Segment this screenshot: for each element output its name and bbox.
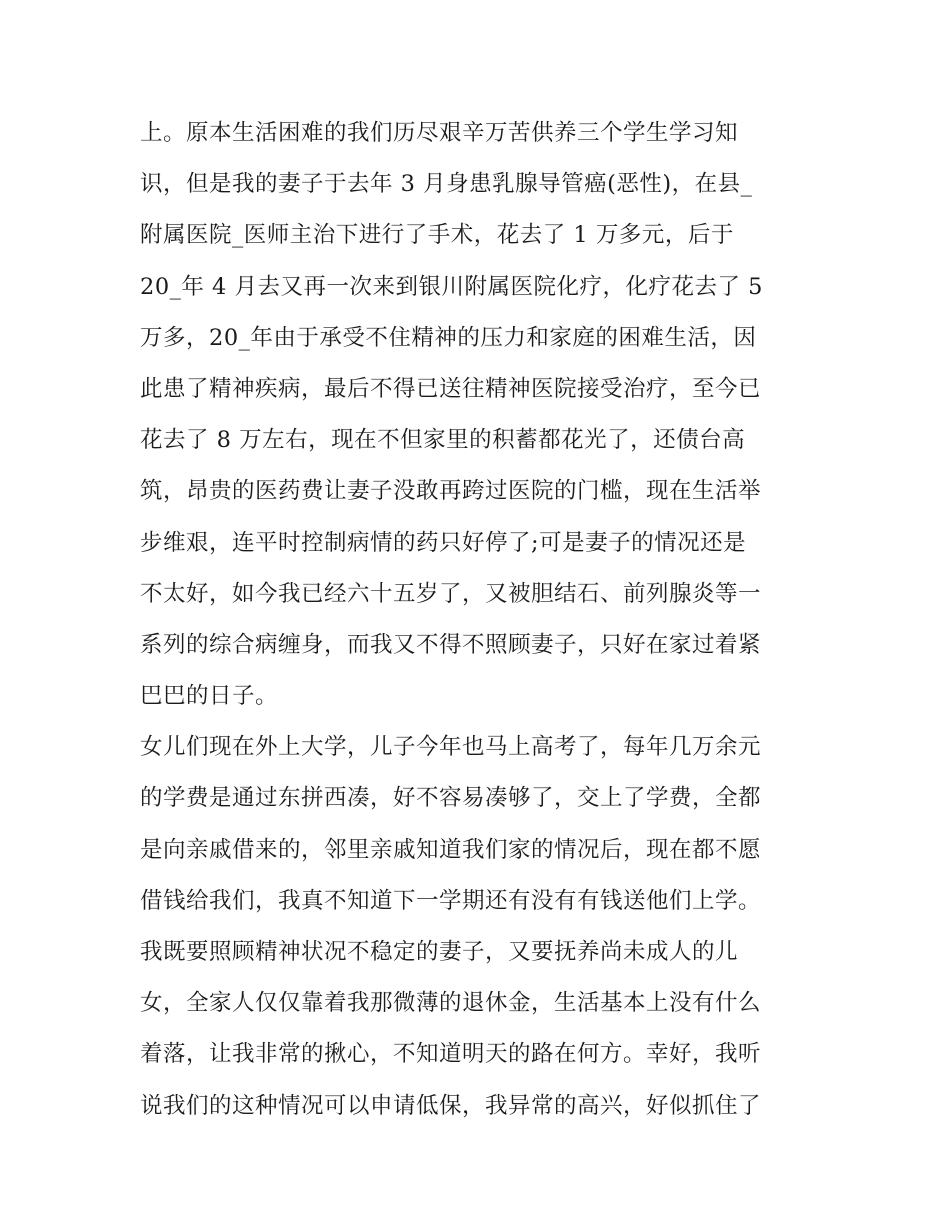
text-line: 我既要照顾精神状况不稳定的妻子，又要抚养尚未成人的儿	[140, 939, 739, 965]
body-text	[140, 108, 820, 1132]
text-line: 巴巴的日子。	[140, 683, 279, 710]
text-line: 着落，让我非常的揪心，不知道明天的路在何方。幸好，我听	[140, 1041, 762, 1068]
text-line: 借钱给我们，我真不知道下一学期还有没有有钱送他们上学。	[140, 887, 762, 914]
text-line: 此患了精神疾病，最后不得已送往精神医院接受治疗，至今已	[140, 375, 762, 402]
text-line: 说我们的这种情况可以申请低保，我异常的高兴，好似抓住了	[140, 1092, 762, 1119]
text-line: 女儿们现在外上大学，儿子今年也马上高考了，每年几万余元	[140, 734, 762, 761]
text-line: 上。原本生活困难的我们历尽艰辛万苦供养三个学生学习知	[140, 120, 739, 146]
text-line: 不太好，如今我已经六十五岁了，又被胆结石、前列腺炎等一	[140, 580, 762, 607]
text-line: 的学费是通过东拼西凑，好不容易凑够了，交上了学费，全都	[140, 785, 762, 812]
text-line: 附属医院_医师主治下进行了手术，花去了 1 万多元，后于	[140, 222, 734, 249]
text-line: 识，但是我的妻子于去年 3 月身患乳腺导管癌(恶性)，在县_	[140, 171, 753, 198]
text-line: 系列的综合病缠身，而我又不得不照顾妻子，只好在家过着紧	[140, 631, 762, 658]
text-line: 花去了 8 万左右，现在不但家里的积蓄都花光了，还债台高	[140, 427, 746, 454]
text-line: 女，全家人仅仅靠着我那微薄的退休金，生活基本上没有什么	[140, 990, 762, 1017]
text-line: 步维艰，连平时控制病情的药只好停了;可是妻子的情况还是	[140, 529, 747, 556]
text-line: 万多，20_年由于承受不住精神的压力和家庭的困难生活，因	[140, 324, 757, 351]
text-line: 是向亲戚借来的，邻里亲戚知道我们家的情况后，现在都不愿	[140, 836, 762, 863]
text-line: 20_年 4 月去又再一次来到银川附属医院化疗，化疗花去了 5	[140, 273, 763, 300]
text-line: 筑，昂贵的医药费让妻子没敢再跨过医院的门槛，现在生活举	[140, 478, 762, 505]
